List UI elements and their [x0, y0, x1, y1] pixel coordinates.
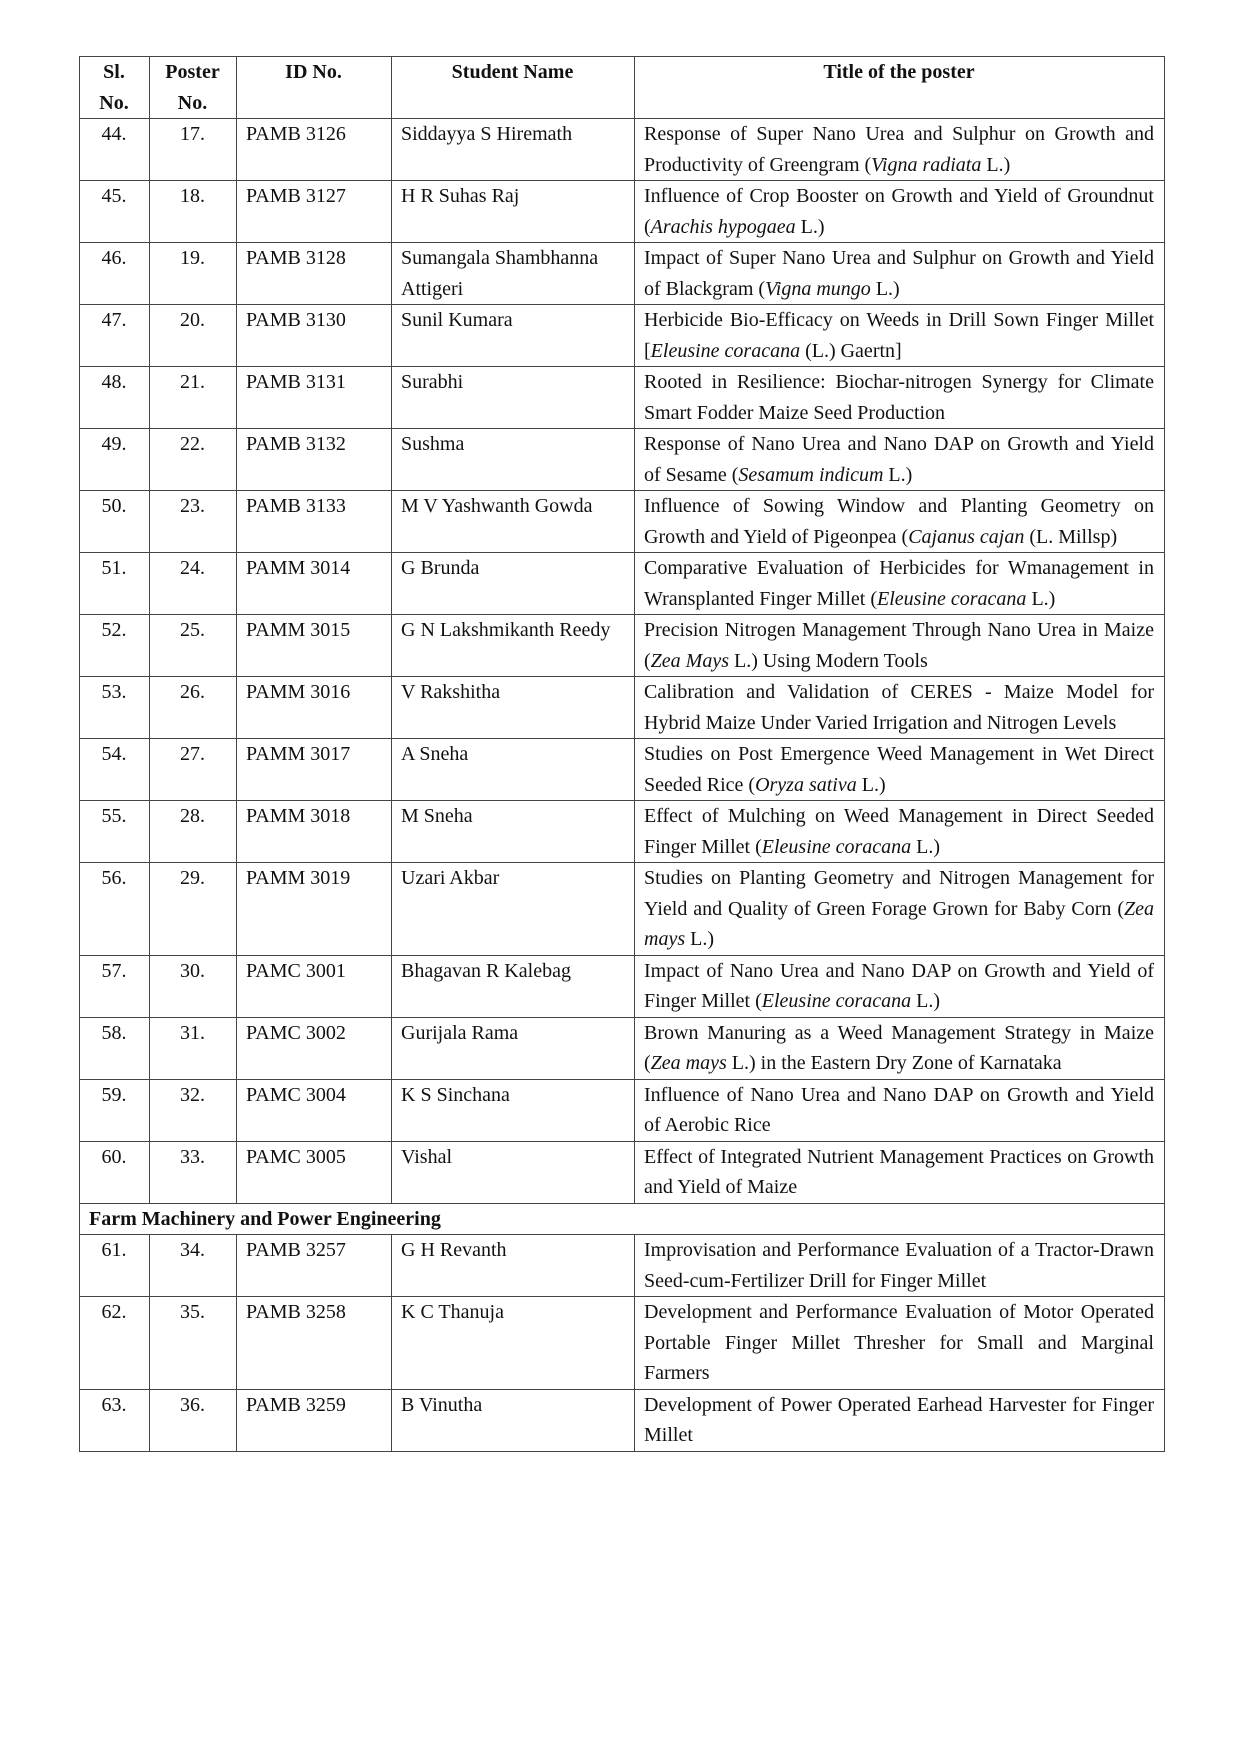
cell-title	[635, 1235, 1165, 1297]
table-row	[80, 553, 1165, 615]
cell-id-no: PAMB 3133	[237, 491, 392, 553]
title-part: L.)	[883, 463, 913, 486]
cell-sl-no: 58.	[80, 1017, 150, 1079]
cell-sl-no: 48.	[80, 367, 150, 429]
title-part: L.) Using Modern Tools	[729, 649, 928, 672]
title-part: L.)	[1026, 587, 1056, 610]
cell-title	[635, 1389, 1165, 1451]
title-part: Impact of Nano Urea and Nano DAP on Growth and Yield of Finger Millet (	[644, 959, 1154, 1012]
cell-poster-no: 19.	[150, 243, 237, 305]
cell-poster-no: 30.	[150, 955, 237, 1017]
cell-title	[635, 553, 1165, 615]
title-part: Studies on Post Emergence Weed Management in Wet Direct Seeded Rice (	[644, 743, 1154, 796]
title-part: Brown Manuring as a Weed Management Strategy in Maize (	[644, 1021, 1154, 1074]
poster-table	[79, 56, 1165, 1452]
cell-id-no: PAMB 3257	[237, 1235, 392, 1297]
title-part: L.)	[685, 928, 714, 950]
header-sl-no: Sl. No.	[80, 57, 150, 119]
cell-sl-no: 47.	[80, 305, 150, 367]
cell-sl-no: 56.	[80, 863, 150, 956]
table-row	[80, 739, 1165, 801]
cell-student-name: Uzari Akbar	[392, 863, 635, 956]
title-italic-part: Eleusine coracana	[650, 339, 801, 362]
cell-poster-no: 34.	[150, 1235, 237, 1297]
cell-sl-no: 57.	[80, 955, 150, 1017]
title-part: Response of Super Nano Urea and Sulphur on Growth and Productivity of Greengram (	[644, 123, 1154, 176]
cell-sl-no: 62.	[80, 1297, 150, 1390]
cell-id-no: PAMB 3131	[237, 367, 392, 429]
cell-poster-no: 27.	[150, 739, 237, 801]
cell-id-no: PAMB 3130	[237, 305, 392, 367]
title-part: Precision Nitrogen Management Through Nano Urea in Maize (	[644, 619, 1154, 672]
cell-title	[635, 1017, 1165, 1079]
cell-student-name: Surabhi	[392, 367, 635, 429]
title-italic-part: Eleusine coracana	[761, 835, 912, 858]
cell-sl-no: 50.	[80, 491, 150, 553]
table-row	[80, 491, 1165, 553]
cell-id-no: PAMC 3004	[237, 1079, 392, 1141]
cell-id-no: PAMM 3016	[237, 677, 392, 739]
cell-sl-no: 53.	[80, 677, 150, 739]
cell-id-no: PAMB 3127	[237, 181, 392, 243]
cell-id-no: PAMM 3018	[237, 801, 392, 863]
cell-sl-no: 63.	[80, 1389, 150, 1451]
title-italic-part: Arachis hypogaea	[650, 215, 796, 238]
title-part: Impact of Super Nano Urea and Sulphur on Growth and Yield of Blackgram (	[644, 247, 1154, 300]
title-italic-part: Zea mays	[644, 897, 1154, 950]
cell-sl-no: 44.	[80, 119, 150, 181]
cell-sl-no: 46.	[80, 243, 150, 305]
title-part: L.)	[981, 153, 1011, 176]
table-row	[80, 367, 1165, 429]
title-italic-part: Vigna radiata	[871, 153, 982, 176]
cell-sl-no: 49.	[80, 429, 150, 491]
cell-student-name: V Rakshitha	[392, 677, 635, 739]
cell-student-name: B Vinutha	[392, 1389, 635, 1451]
cell-title	[635, 119, 1165, 181]
cell-student-name: H R Suhas Raj	[392, 181, 635, 243]
cell-sl-no: 59.	[80, 1079, 150, 1141]
title-part: Effect of Mulching on Weed Management in Direct Seeded Finger Millet (	[644, 805, 1154, 858]
title-part: Influence of Nano Urea and Nano DAP on Growth and Yield of Aerobic Rice	[644, 1083, 1154, 1136]
table-row	[80, 429, 1165, 491]
cell-sl-no: 61.	[80, 1235, 150, 1297]
title-part: Development of Power Operated Earhead Harvester for Finger Millet	[644, 1393, 1154, 1446]
title-part: (L.) Gaertn]	[800, 339, 902, 362]
title-part: Influence of Crop Booster on Growth and Yield of Groundnut (	[644, 185, 1154, 238]
title-part: (L. Millsp)	[1024, 525, 1118, 548]
title-part: L.)	[795, 215, 825, 238]
cell-id-no: PAMC 3002	[237, 1017, 392, 1079]
title-italic-part: Sesamum indicum	[738, 463, 884, 486]
title-part: Comparative Evaluation of Herbicides for Wmanagement in Wransplanted Finger Millet (	[644, 557, 1154, 610]
table-row	[80, 1017, 1165, 1079]
cell-student-name: K C Thanuja	[392, 1297, 635, 1390]
title-italic-part: Vigna mungo	[765, 277, 871, 300]
cell-id-no: PAMB 3128	[237, 243, 392, 305]
cell-poster-no: 32.	[150, 1079, 237, 1141]
cell-poster-no: 35.	[150, 1297, 237, 1390]
title-part: L.)	[870, 277, 900, 300]
cell-id-no: PAMB 3126	[237, 119, 392, 181]
cell-sl-no: 52.	[80, 615, 150, 677]
cell-poster-no: 20.	[150, 305, 237, 367]
table-row	[80, 677, 1165, 739]
cell-id-no: PAMC 3005	[237, 1141, 392, 1203]
cell-poster-no: 31.	[150, 1017, 237, 1079]
cell-student-name: A Sneha	[392, 739, 635, 801]
cell-poster-no: 22.	[150, 429, 237, 491]
title-part: Rooted in Resilience: Biochar-nitrogen Synergy for Climate Smart Fodder Maize Seed Production	[644, 371, 1154, 424]
title-italic-part: Eleusine coracana	[877, 587, 1027, 610]
cell-id-no: PAMM 3015	[237, 615, 392, 677]
cell-title	[635, 367, 1165, 429]
title-part: L.)	[911, 835, 941, 858]
cell-poster-no: 33.	[150, 1141, 237, 1203]
cell-sl-no: 51.	[80, 553, 150, 615]
title-part: Response of Nano Urea and Nano DAP on Growth and Yield of Sesame (	[644, 433, 1154, 486]
cell-title	[635, 955, 1165, 1017]
title-part: Calibration and Validation of CERES - Maize Model for Hybrid Maize Under Varied Irrigation and Nitrogen Levels	[644, 681, 1154, 734]
cell-id-no: PAMM 3019	[237, 863, 392, 956]
cell-student-name: Sunil Kumara	[392, 305, 635, 367]
cell-title	[635, 739, 1165, 801]
title-part: L.) in the Eastern Dry Zone of Karnataka	[726, 1052, 1062, 1074]
cell-title	[635, 1141, 1165, 1203]
table-row	[80, 955, 1165, 1017]
cell-student-name: Vishal	[392, 1141, 635, 1203]
cell-student-name: Sumangala Shambhanna Attigeri	[392, 243, 635, 305]
cell-id-no: PAMB 3259	[237, 1389, 392, 1451]
cell-poster-no: 28.	[150, 801, 237, 863]
title-part: Herbicide Bio-Efficacy on Weeds in Drill Sown Finger Millet [	[644, 309, 1154, 362]
cell-id-no: PAMM 3014	[237, 553, 392, 615]
cell-student-name: G H Revanth	[392, 1235, 635, 1297]
cell-poster-no: 36.	[150, 1389, 237, 1451]
cell-title	[635, 491, 1165, 553]
cell-sl-no: 54.	[80, 739, 150, 801]
cell-sl-no: 45.	[80, 181, 150, 243]
cell-id-no: PAMC 3001	[237, 955, 392, 1017]
cell-poster-no: 29.	[150, 863, 237, 956]
table-row	[80, 1389, 1165, 1451]
cell-student-name: Sushma	[392, 429, 635, 491]
cell-title	[635, 1297, 1165, 1390]
table-row	[80, 801, 1165, 863]
cell-poster-no: 17.	[150, 119, 237, 181]
title-part: Influence of Sowing Window and Planting Geometry on Growth and Yield of Pigeonpea (	[644, 495, 1154, 548]
cell-title	[635, 677, 1165, 739]
table-row	[80, 305, 1165, 367]
table-row	[80, 243, 1165, 305]
cell-student-name: G N Lakshmikanth Reedy	[392, 615, 635, 677]
table-row	[80, 119, 1165, 181]
title-italic-part: Oryza sativa	[755, 773, 857, 796]
cell-poster-no: 23.	[150, 491, 237, 553]
cell-sl-no: 60.	[80, 1141, 150, 1203]
cell-id-no: PAMM 3017	[237, 739, 392, 801]
table-body	[80, 119, 1165, 1452]
header-title: Title of the poster	[635, 57, 1165, 119]
cell-poster-no: 21.	[150, 367, 237, 429]
cell-id-no: PAMB 3132	[237, 429, 392, 491]
section-row	[80, 1203, 1165, 1235]
title-italic-part: Zea mays	[650, 1052, 727, 1074]
table-row	[80, 181, 1165, 243]
table-row	[80, 615, 1165, 677]
cell-student-name: Siddayya S Hiremath	[392, 119, 635, 181]
table-row	[80, 1235, 1165, 1297]
cell-title	[635, 305, 1165, 367]
header-student-name: Student Name	[392, 57, 635, 119]
title-part: Improvisation and Performance Evaluation of a Tractor-Drawn Seed-cum-Fertilizer Drill for Finger Millet	[644, 1239, 1154, 1292]
header-row	[80, 57, 1165, 119]
cell-title	[635, 801, 1165, 863]
table-row	[80, 1079, 1165, 1141]
cell-title	[635, 615, 1165, 677]
title-italic-part: Cajanus cajan	[908, 525, 1025, 548]
cell-title	[635, 243, 1165, 305]
section-heading: Farm Machinery and Power Engineering	[80, 1203, 1165, 1235]
cell-student-name: Bhagavan R Kalebag	[392, 955, 635, 1017]
cell-title	[635, 863, 1165, 956]
title-italic-part: Zea Mays	[650, 649, 729, 672]
cell-student-name: Gurijala Rama	[392, 1017, 635, 1079]
cell-student-name: M V Yashwanth Gowda	[392, 491, 635, 553]
title-part: L.)	[856, 773, 886, 796]
cell-title	[635, 1079, 1165, 1141]
title-italic-part: Eleusine coracana	[761, 990, 912, 1012]
cell-poster-no: 25.	[150, 615, 237, 677]
cell-poster-no: 24.	[150, 553, 237, 615]
cell-student-name: M Sneha	[392, 801, 635, 863]
cell-sl-no: 55.	[80, 801, 150, 863]
table-row	[80, 863, 1165, 956]
header-id-no: ID No.	[237, 57, 392, 119]
title-part: Effect of Integrated Nutrient Management Practices on Growth and Yield of Maize	[644, 1145, 1154, 1198]
table-row	[80, 1141, 1165, 1203]
cell-title	[635, 181, 1165, 243]
title-part: Development and Performance Evaluation of Motor Operated Portable Finger Millet Thresher for Small and Marginal Farmers	[644, 1301, 1154, 1384]
title-part: L.)	[911, 990, 941, 1012]
cell-student-name: G Brunda	[392, 553, 635, 615]
cell-poster-no: 18.	[150, 181, 237, 243]
header-poster-no: Poster No.	[150, 57, 237, 119]
cell-title	[635, 429, 1165, 491]
cell-poster-no: 26.	[150, 677, 237, 739]
cell-id-no: PAMB 3258	[237, 1297, 392, 1390]
title-part: Studies on Planting Geometry and Nitrogen Management for Yield and Quality of Green Forage Grown for Baby Corn (	[644, 867, 1154, 920]
cell-student-name: K S Sinchana	[392, 1079, 635, 1141]
table-row	[80, 1297, 1165, 1390]
